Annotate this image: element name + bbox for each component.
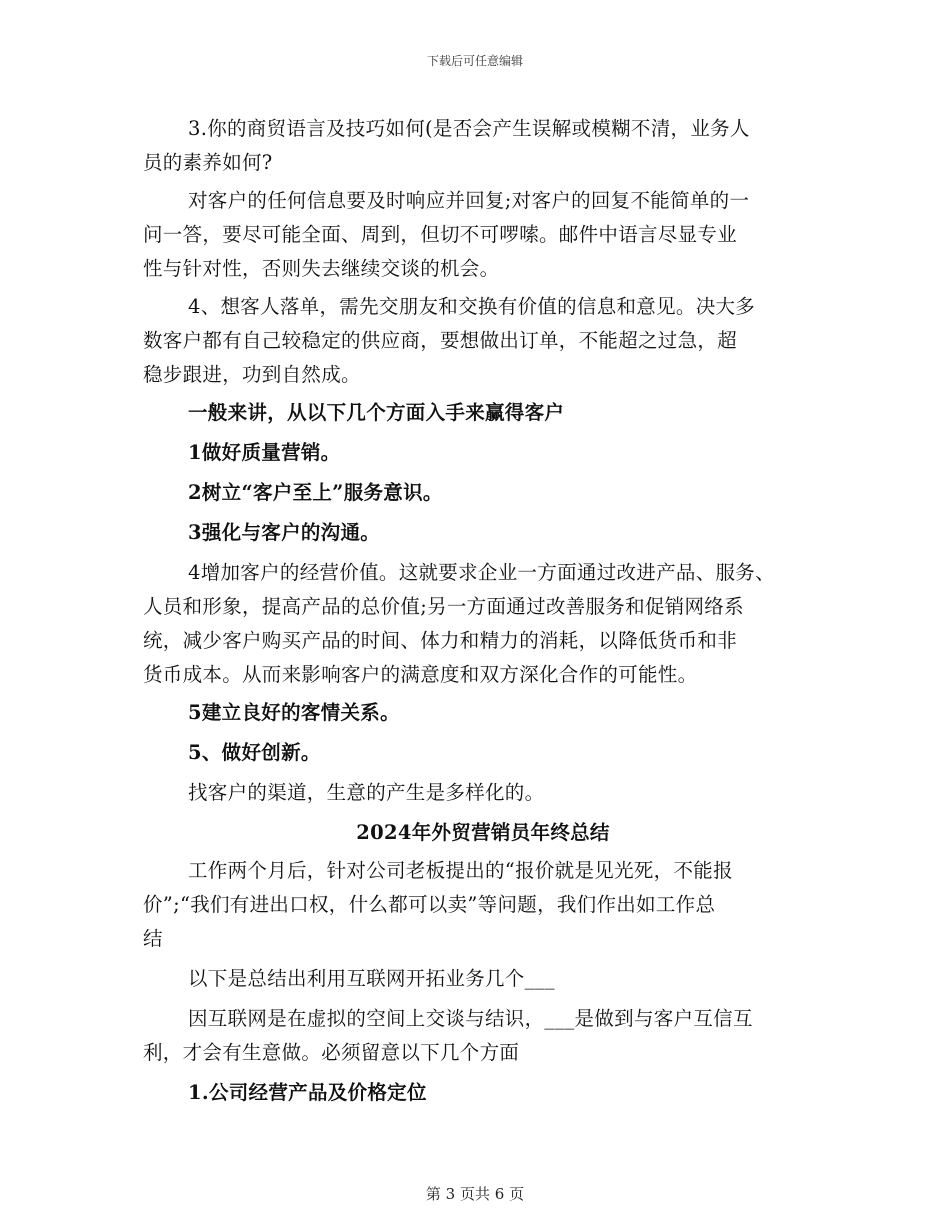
page-footer: 第 3 页共 6 页 (425, 1185, 525, 1203)
text-line: 价”;“我们有进出口权，什么都可以卖”等问题，我们作出如工作总 (143, 893, 716, 916)
text-line: 4增加客户的经营价值。这就要求企业一方面通过改进产品、服务、 (188, 561, 775, 584)
document-title (143, 816, 823, 850)
text-line: 员的素养如何? (143, 151, 273, 174)
text-line: 结 (143, 927, 163, 950)
text-line: 对客户的任何信息要及时响应并回复;对客户的回复不能简单的一 (188, 189, 750, 212)
paragraph-customer-value (143, 556, 823, 692)
text-line: 5、做好创新。 (188, 741, 321, 764)
list-item-relationships (143, 696, 823, 730)
text-line: 人员和形象，提高产品的总价值;另一方面通过改善服务和促销网络系 (143, 595, 744, 618)
page-header: 下载后可任意编辑 (426, 54, 523, 68)
text-line: 利，才会有生意做。必须留意以下几个方面 (143, 1041, 520, 1064)
text-line: 以下是总结出利用互联网开拓业务几个___ (188, 967, 555, 990)
list-item-quality-marketing (143, 436, 823, 470)
paragraph-internet-intro (143, 962, 823, 996)
paragraph-virtual-space (143, 1002, 823, 1070)
text-line: 3强化与客户的沟通。 (188, 521, 381, 544)
text-line: 数客户都有自己较稳定的供应商，要想做出订单，不能超之过急，超 (143, 329, 738, 352)
list-item-customer-first (143, 476, 823, 510)
list-item-innovation (143, 736, 823, 770)
text-line: 统，减少客户购买产品的时间、体力和精力的消耗，以降低货币和非 (143, 629, 738, 652)
text-line: 问一答，要尽可能全面、周到，但切不可啰嗦。邮件中语言尽显专业 (143, 223, 738, 246)
text-line: 3.你的商贸语言及技巧如何(是否会产生误解或模糊不清，业务人 (188, 117, 750, 140)
paragraph-reply-customers (143, 184, 823, 286)
text-line: 2树立“客户至上”服务意识。 (188, 481, 443, 504)
text-line: 工作两个月后，针对公司老板提出的“报价就是见光死，不能报 (188, 859, 733, 882)
list-item-communication (143, 516, 823, 550)
text-line: 4、想客人落单，需先交朋友和交换有价值的信息和意见。决大多 (188, 295, 756, 318)
text-line: 稳步跟进，功到自然成。 (143, 363, 361, 386)
paragraph-work-summary (143, 854, 823, 956)
list-item-products-pricing (143, 1076, 823, 1110)
paragraph-channels (143, 776, 823, 810)
paragraph-4-make-friends (143, 290, 823, 392)
text-line: 一般来讲，从以下几个方面入手来赢得客户 (188, 401, 565, 424)
text-line: 5建立良好的客情关系。 (188, 701, 400, 724)
text-line: 性与针对性，否则失去继续交谈的机会。 (143, 257, 500, 280)
document-body (143, 112, 823, 1110)
text-line: 货币成本。从而来影响客户的满意度和双方深化合作的可能性。 (143, 663, 698, 686)
text-line: 因互联网是在虚拟的空间上交谈与结识，___是做到与客户互信互 (188, 1007, 753, 1030)
text-line: 1.公司经营产品及价格定位 (188, 1081, 427, 1104)
section-heading-win-customers (143, 396, 823, 430)
title-line: 2024年外贸营销员年终总结 (356, 821, 610, 844)
text-line: 1做好质量营销。 (188, 441, 341, 464)
text-line: 找客户的渠道，生意的产生是多样化的。 (188, 781, 545, 804)
paragraph-3-language-skills (143, 112, 823, 180)
